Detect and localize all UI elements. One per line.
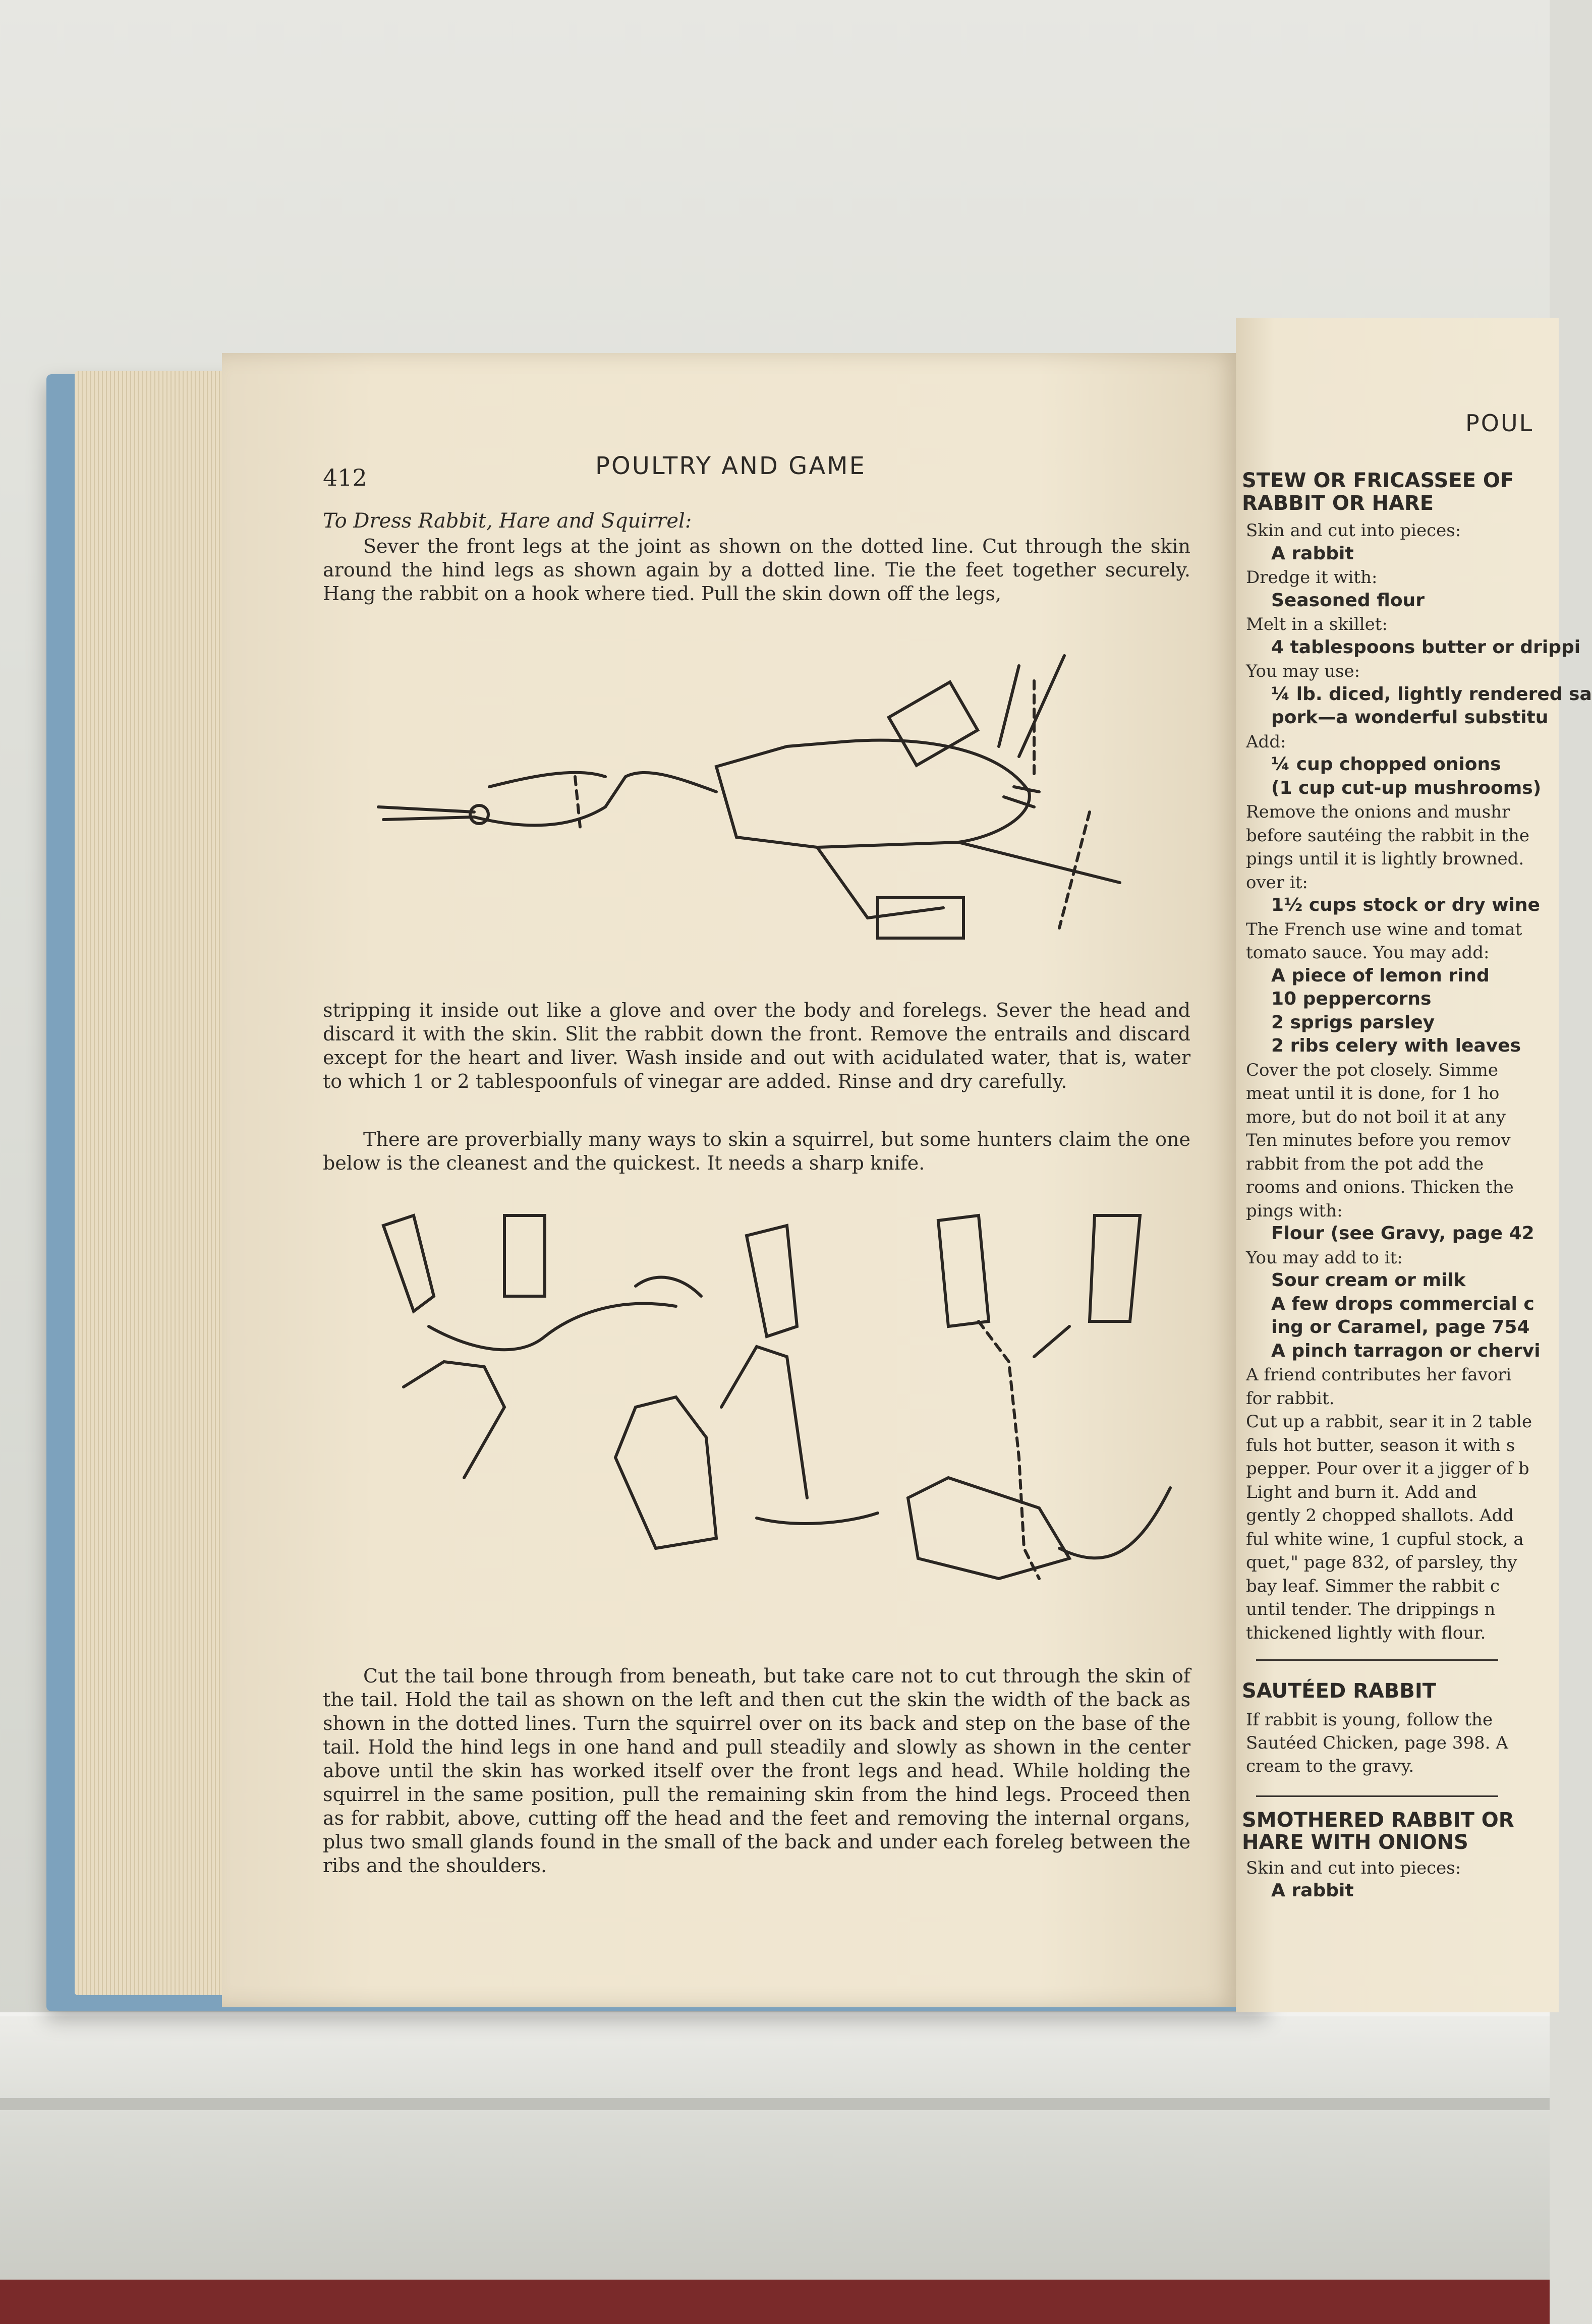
recipe-line: until tender. The drippings n xyxy=(1246,1599,1496,1619)
paragraph-squirrel-method: Cut the tail bone through from beneath, but take care not to cut through the skin of the tail. Hold the tail as shown on the left and then cut the skin the width of the back as shown in the dotted lines. Turn the squirrel over on its back and step on the base of the tail. Hold the hind legs in one hand and pull steadily and slowly as shown in the center above until the skin has worked itself over the front legs and head. While holding the squirrel in the same position, pull the remaining skin from the hind legs. Proceed then as for rabbit, above, cutting off the head and the feet and removing the internal organs, plus two small glands found in the small of the back and under each foreleg between the ribs and the shoulders. xyxy=(323,1665,1190,1877)
recipe-line: pings until it is lightly browned. xyxy=(1246,849,1524,869)
recipe-line: 2 ribs celery with leaves xyxy=(1271,1035,1521,1056)
recipe-line: cream to the gravy. xyxy=(1246,1756,1414,1776)
recipe-line: Remove the onions and mushr xyxy=(1246,802,1510,822)
stew-title-line-2: RABBIT OR HARE xyxy=(1242,492,1434,515)
recipe-line: before sautéing the rabbit in the xyxy=(1246,825,1530,846)
recipe-line: 2 sprigs parsley xyxy=(1271,1012,1435,1033)
recipe-line: Sour cream or milk xyxy=(1271,1270,1466,1291)
paragraph-squirrel-intro: There are proverbially many ways to skin a squirrel, but some hunters claim the one below is the cleanest and the quickest. It needs a sharp knife. xyxy=(323,1128,1190,1174)
recipe-line: The French use wine and tomat xyxy=(1246,919,1522,940)
red-floor-edge xyxy=(0,2280,1550,2324)
recipe-line: rabbit from the pot add the xyxy=(1246,1153,1484,1174)
right-running-head: POUL xyxy=(1465,410,1534,437)
rabbit-skinning-illustration xyxy=(363,625,1150,948)
smothered-title-line-2: HARE WITH ONIONS xyxy=(1242,1831,1468,1854)
recipe-line: Cover the pot closely. Simme xyxy=(1246,1060,1498,1080)
recipe-line: If rabbit is young, follow the xyxy=(1246,1710,1493,1730)
recipe-line: bay leaf. Simmer the rabbit c xyxy=(1246,1576,1500,1596)
smothered-title-line-1: SMOTHERED RABBIT OR xyxy=(1242,1809,1514,1832)
recipe-line: pork—a wonderful substitu xyxy=(1271,707,1549,728)
recipe-line: A friend contributes her favori xyxy=(1246,1365,1512,1385)
recipe-line: meat until it is done, for 1 ho xyxy=(1246,1083,1500,1103)
recipe-line: Skin and cut into pieces: xyxy=(1246,520,1461,541)
recipe-line: ¼ lb. diced, lightly rendered sa xyxy=(1271,683,1592,705)
recipe-line: 10 peppercorns xyxy=(1271,989,1432,1009)
squirrel-skinning-illustration xyxy=(353,1195,1185,1649)
recipe-line: A rabbit xyxy=(1271,1880,1354,1901)
recipe-line: ¼ cup chopped onions xyxy=(1271,754,1501,775)
recipe-line: for rabbit. xyxy=(1246,1388,1335,1409)
recipe-line: over it: xyxy=(1246,872,1308,893)
recipe-line: fuls hot butter, season it with s xyxy=(1246,1435,1515,1456)
recipe-line: pepper. Pour over it a jigger of b xyxy=(1246,1459,1529,1479)
page-number: 412 xyxy=(323,464,367,491)
recipe-line: Melt in a skillet: xyxy=(1246,614,1388,634)
sauteed-title: SAUTÉED RABBIT xyxy=(1242,1679,1436,1703)
divider-rule xyxy=(1256,1659,1498,1661)
recipe-line: A pinch tarragon or chervi xyxy=(1271,1340,1541,1361)
recipe-line: tomato sauce. You may add: xyxy=(1246,943,1490,963)
recipe-line: more, but do not boil it at any xyxy=(1246,1107,1506,1127)
recipe-line: Ten minutes before you remov xyxy=(1246,1130,1511,1150)
divider-rule xyxy=(1256,1795,1498,1797)
recipe-line: ful white wine, 1 cupful stock, a xyxy=(1246,1529,1524,1549)
recipe-line: rooms and onions. Thicken the xyxy=(1246,1177,1514,1197)
mantel-ledge xyxy=(0,2012,1550,2299)
recipe-line: Dredge it with: xyxy=(1246,567,1378,588)
recipe-line: 1½ cups stock or dry wine xyxy=(1271,895,1540,915)
running-head: POULTRY AND GAME xyxy=(595,452,866,480)
recipe-line: You may add to it: xyxy=(1246,1247,1403,1268)
recipe-line: Add: xyxy=(1246,731,1286,752)
paragraph-rabbit-1: Sever the front legs at the joint as shown on the dotted line. Cut through the skin around the hind legs as shown again by a dotted line. Tie the feet together securely. Hang the rabbit on a hook where tied. Pull the skin down off the legs, xyxy=(323,535,1190,605)
recipe-line: A rabbit xyxy=(1271,543,1354,564)
ledge-molding xyxy=(0,2098,1550,2110)
section-subheading: To Dress Rabbit, Hare and Squirrel: xyxy=(323,509,692,533)
recipe-line: A piece of lemon rind xyxy=(1271,965,1490,986)
recipe-line: Sautéed Chicken, page 398. A xyxy=(1246,1733,1508,1753)
stew-title-line-1: STEW OR FRICASSEE OF xyxy=(1242,469,1514,492)
page-edges xyxy=(75,371,241,1995)
recipe-line: (1 cup cut-up mushrooms) xyxy=(1271,777,1542,798)
recipe-line: Cut up a rabbit, sear it in 2 table xyxy=(1246,1412,1532,1432)
recipe-line: gently 2 chopped shallots. Add xyxy=(1246,1505,1514,1526)
recipe-line: A few drops commercial c xyxy=(1271,1293,1534,1314)
recipe-line: pings with: xyxy=(1246,1200,1343,1221)
recipe-line: You may use: xyxy=(1246,661,1360,681)
recipe-line: Seasoned flour xyxy=(1271,590,1425,611)
paragraph-rabbit-2: stripping it inside out like a glove and over the body and forelegs. Sever the head and discard it with the skin. Slit the rabbit down the front. Remove the entrails and discard except for the heart and liver. Wash inside and out with acidulated water, that is, water to which 1 or 2 tablespoonfuls of vinegar are added. Rinse and dry carefully. xyxy=(323,999,1190,1092)
recipe-line: Flour (see Gravy, page 42 xyxy=(1271,1223,1534,1244)
recipe-line: Skin and cut into pieces: xyxy=(1246,1858,1461,1878)
recipe-line: 4 tablespoons butter or drippi xyxy=(1271,636,1581,658)
recipe-line: ing or Caramel, page 754 xyxy=(1271,1317,1530,1338)
recipe-line: thickened lightly with flour. xyxy=(1246,1622,1486,1643)
recipe-line: quet," page 832, of parsley, thy xyxy=(1246,1552,1517,1573)
recipe-line: Light and burn it. Add and xyxy=(1246,1482,1477,1502)
